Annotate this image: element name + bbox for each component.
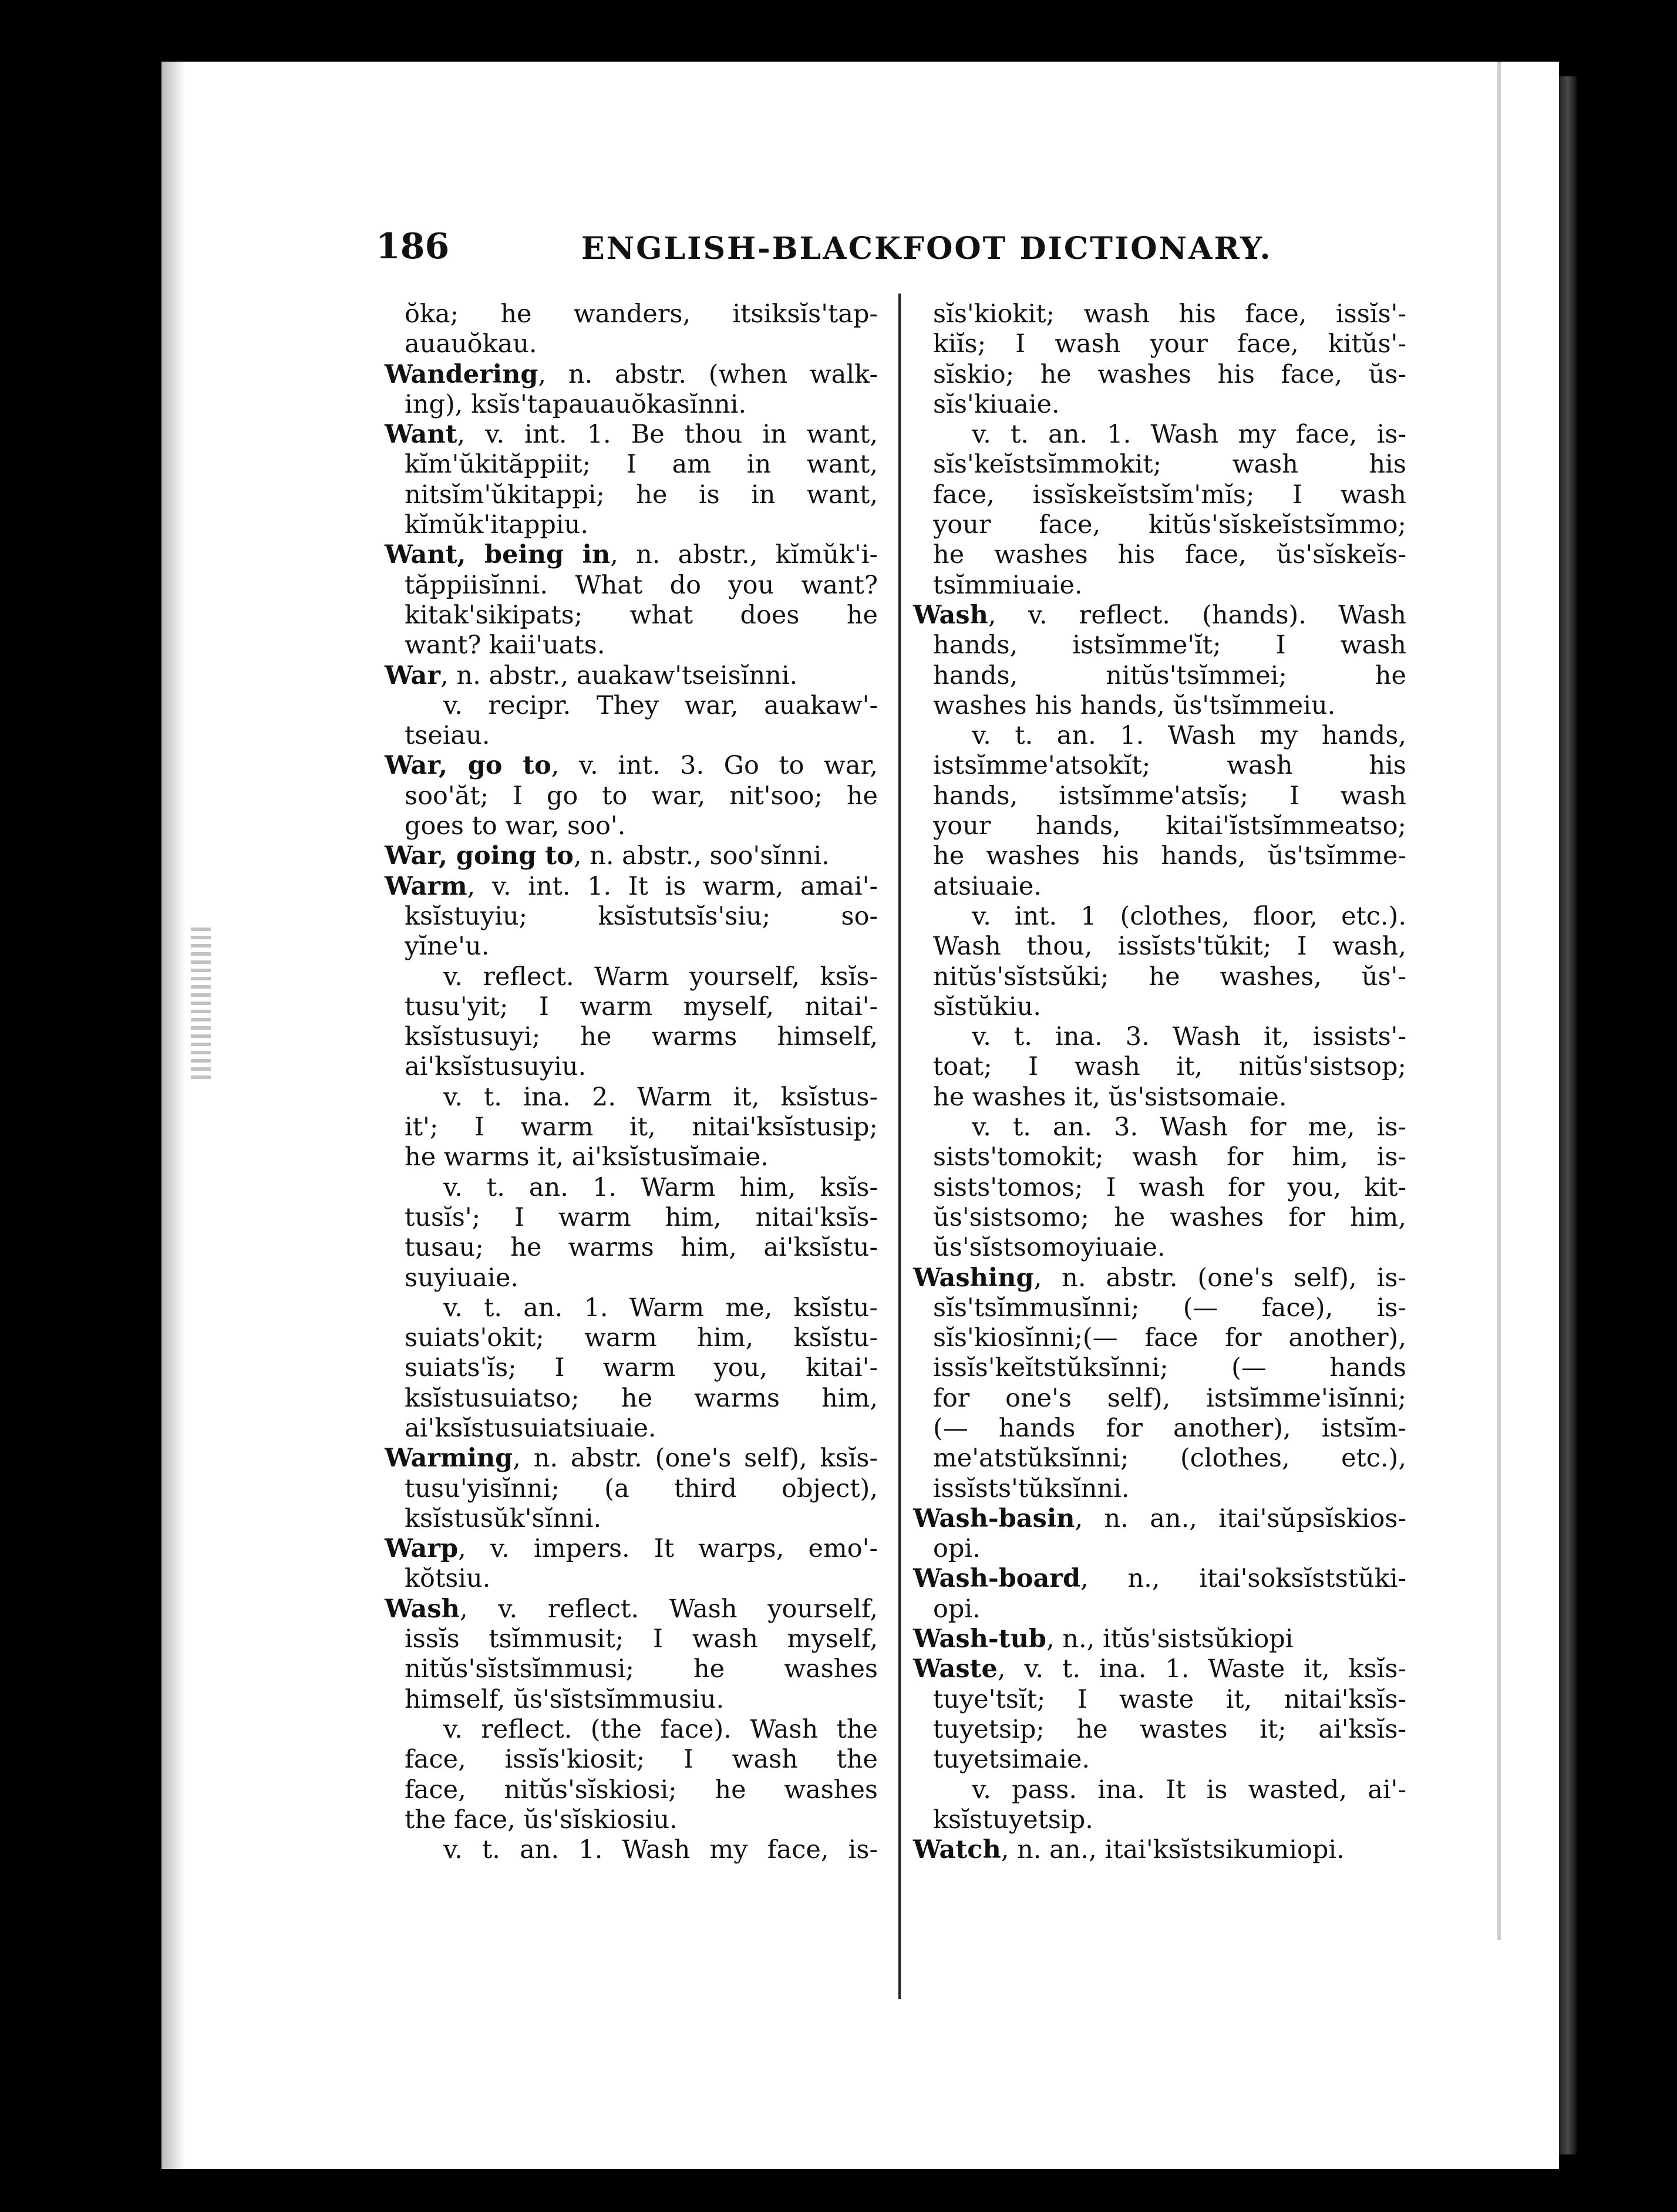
dictionary-line: your face, kitŭs'sĭskeĭstsĭmmo; [933,510,1406,540]
dictionary-line: hands, istsĭmme'ĭt; I wash [933,630,1406,660]
dictionary-line: he washes his hands, ŭs'tsĭmme- [933,841,1406,871]
dictionary-line: War, going to, n. abstr., soo'sĭnni. [385,841,830,871]
dictionary-line: sĭs'tsĭmmusĭnni; (— face), is- [933,1293,1406,1323]
dictionary-line: your hands, kitai'ĭstsĭmmeatso; [933,811,1406,841]
column-divider [898,294,901,1999]
dictionary-line: ai'ksĭstusuyiu. [405,1052,587,1082]
running-head [376,226,1272,273]
dictionary-line: sĭstŭkiu. [933,992,1042,1021]
page-edge [1559,76,1577,2154]
dictionary-line: suiats'ĭs; I warm you, kitai'- [405,1353,878,1383]
dictionary-line: ing), ksĭs'tapauauŏkasĭnni. [405,389,747,419]
dictionary-line: sĭs'kiokit; wash his face, issĭs'- [933,299,1406,329]
dictionary-line: Warming, n. abstr. (one's self), ksĭs- [385,1444,878,1473]
dictionary-line: himself, ŭs'sĭstsĭmmusiu. [405,1684,725,1714]
dictionary-line: Warm, v. int. 1. It is warm, amai'- [385,871,878,901]
dictionary-line: v. t. an. 1. Wash my hands, [972,721,1406,751]
dictionary-line: v. t. ina. 2. Warm it, ksĭstus- [443,1082,878,1112]
dictionary-line: suyiuaie. [405,1263,519,1293]
dictionary-line: opi. [933,1534,981,1564]
dictionary-line: Wash-tub, n., itŭs'sistsŭkiopi [913,1624,1294,1654]
dictionary-line: ŭs'sistsomo; he washes for him, [933,1202,1406,1232]
dictionary-line: yĭne'u. [405,932,490,962]
dictionary-line: hands, istsĭmme'atsĭs; I wash [933,781,1406,811]
dictionary-line: sĭskio; he washes his face, ŭs- [933,359,1406,389]
dictionary-line: ksĭstusuiatso; he warms him, [405,1383,878,1413]
dictionary-line: v. pass. ina. It is wasted, ai'- [972,1775,1406,1805]
dictionary-line: ŏka; he wanders, itsiksĭs'tap- [405,299,878,329]
header-title: ENGLISH-BLACKFOOT DICTIONARY. [581,231,1272,267]
right-column [913,299,1406,1865]
dictionary-line: Wash, v. reflect. (hands). Wash [913,600,1406,630]
page-gutter-shadow [161,62,185,2169]
dictionary-line: tusu'yit; I warm myself, nitai'- [405,992,878,1021]
page-number: 186 [376,226,450,267]
dictionary-line: ŭs'sĭstsomoyiuaie. [933,1233,1166,1263]
dictionary-line: sists'tomokit; wash for him, is- [933,1142,1406,1172]
dictionary-line: v. reflect. Warm yourself, ksĭs- [443,962,878,992]
dictionary-line: v. t. an. 3. Wash for me, is- [972,1112,1406,1142]
dictionary-line: me'atstŭksĭnni; (clothes, etc.), [933,1444,1406,1473]
dictionary-line: soo'ăt; I go to war, nit'soo; he [405,781,878,811]
dictionary-line: issĭs tsĭmmusit; I wash myself, [405,1624,878,1654]
dictionary-line: Wash thou, issĭsts'tŭkit; I wash, [933,932,1406,962]
page-fold-line [1497,62,1501,1940]
dictionary-line: suiats'okit; warm him, ksĭstu- [405,1323,878,1353]
dictionary-line: kitak'sikipats; what does he [405,600,878,630]
dictionary-line: toat; I wash it, nitŭs'sistsop; [933,1052,1406,1082]
dictionary-line: issĭs'keĭtstŭksĭnni; (— hands [933,1353,1406,1383]
dictionary-line: Warp, v. impers. It warps, emo'- [385,1534,878,1564]
dictionary-line: istsĭmme'atsokĭt; wash his [933,751,1406,781]
dictionary-line: he warms it, ai'ksĭstusĭmaie. [405,1142,769,1172]
dictionary-line: for one's self), istsĭmme'isĭnni; [933,1383,1406,1413]
dictionary-line: nitŭs'sĭstsĭmmusi; he washes [405,1654,878,1684]
dictionary-line: Want, v. int. 1. Be thou in want, [385,420,878,450]
dictionary-line: ksĭstusuyi; he warms himself, [405,1022,878,1052]
dictionary-line: hands, nitŭs'tsĭmmei; he [933,660,1406,690]
dictionary-line: Want, being in, n. abstr., kĭmŭk'i- [385,540,878,570]
dictionary-line: ksĭstuyiu; ksĭstutsĭs'siu; so- [405,901,878,931]
dictionary-line: tuyetsimaie. [933,1745,1090,1775]
dictionary-line: issĭsts'tŭksĭnni. [933,1473,1130,1503]
dictionary-line: kŏtsiu. [405,1564,491,1594]
dictionary-line: tseiau. [405,721,490,751]
dictionary-line: (— hands for another), istsĭm- [933,1413,1406,1443]
dictionary-line: War, go to, v. int. 3. Go to war, [385,751,878,781]
dictionary-line: Wash, v. reflect. Wash yourself, [385,1594,878,1624]
dictionary-line: tusĭs'; I warm him, nitai'ksĭs- [405,1202,878,1232]
dictionary-line: tsĭmmiuaie. [933,570,1083,600]
dictionary-line: nitŭs'sĭstsŭki; he washes, ŭs'- [933,962,1406,992]
dictionary-line: kĭm'ŭkităppiit; I am in want, [405,450,878,480]
dictionary-line: v. t. an. 1. Wash my face, is- [443,1835,878,1865]
dictionary-line: Wash-basin, n. an., itai'sŭpsĭskios- [913,1503,1406,1533]
dictionary-line: v. t. an. 1. Warm me, ksĭstu- [443,1293,878,1323]
dictionary-line: kĭmŭk'itappiu. [405,510,588,540]
dictionary-line: goes to war, soo'. [405,811,626,841]
dictionary-line: tuye'tsĭt; I waste it, nitai'ksĭs- [933,1684,1406,1714]
dictionary-line: kiĭs; I wash your face, kitŭs'- [933,329,1406,359]
dictionary-line: sists'tomos; I wash for you, kit- [933,1172,1406,1202]
dictionary-line: Wandering, n. abstr. (when walk- [385,359,878,389]
left-column [385,299,878,1865]
dictionary-line: ai'ksĭstusuiatsiuaie. [405,1413,656,1443]
dictionary-line: tusau; he warms him, ai'ksĭstu- [405,1233,878,1263]
dictionary-line: face, nitŭs'sĭskiosi; he washes [405,1775,878,1805]
dictionary-line: Waste, v. t. ina. 1. Waste it, ksĭs- [913,1654,1406,1684]
margin-bleed-mark [191,928,211,1080]
dictionary-line: tusu'yisĭnni; (a third object), [405,1473,878,1503]
dictionary-line: ksĭstusŭk'sĭnni. [405,1503,602,1533]
dictionary-line: v. t. ina. 3. Wash it, issists'- [972,1022,1406,1052]
dictionary-line: washes his hands, ŭs'tsĭmmeiu. [933,690,1336,720]
dictionary-line: War, n. abstr., auakaw'tseisĭnni. [385,660,798,690]
dictionary-line: ksĭstuyetsip. [933,1805,1093,1835]
dictionary-line: sĭs'kiuaie. [933,389,1060,419]
dictionary-line: face, issĭskeĭstsĭm'mĭs; I wash [933,480,1406,510]
dictionary-line: v. int. 1 (clothes, floor, etc.). [972,901,1406,931]
dictionary-line: Wash-board, n., itai'soksĭststŭki- [913,1564,1406,1594]
dictionary-line: it'; I warm it, nitai'ksĭstusip; [405,1112,878,1142]
dictionary-line: v. recipr. They war, auakaw'- [443,690,878,720]
dictionary-line: tăppiisĭnni. What do you want? [405,570,878,600]
dictionary-line: auauŏkau. [405,329,537,359]
dictionary-line: he washes his face, ŭs'sĭskeĭs- [933,540,1406,570]
dictionary-line: opi. [933,1594,981,1624]
dictionary-line: tuyetsip; he wastes it; ai'ksĭs- [933,1714,1406,1744]
dictionary-line: v. t. an. 1. Warm him, ksĭs- [443,1172,878,1202]
dictionary-line: he washes it, ŭs'sistsomaie. [933,1082,1287,1112]
dictionary-line: Washing, n. abstr. (one's self), is- [913,1263,1406,1293]
dictionary-line: atsiuaie. [933,871,1042,901]
dictionary-line: face, issĭs'kiosit; I wash the [405,1745,878,1775]
dictionary-line: v. reflect. (the face). Wash the [443,1714,878,1744]
dictionary-line: sĭs'kiosĭnni;(— face for another), [933,1323,1406,1353]
dictionary-line: Watch, n. an., itai'ksĭstsikumiopi. [913,1835,1345,1865]
dictionary-line: v. t. an. 1. Wash my face, is- [972,420,1406,450]
dictionary-line: nitsĭm'ŭkitappi; he is in want, [405,480,878,510]
dictionary-line: sĭs'keĭstsĭmmokit; wash his [933,450,1406,480]
dictionary-line: want? kaii'uats. [405,630,605,660]
dictionary-line: the face, ŭs'sĭskiosiu. [405,1805,678,1835]
